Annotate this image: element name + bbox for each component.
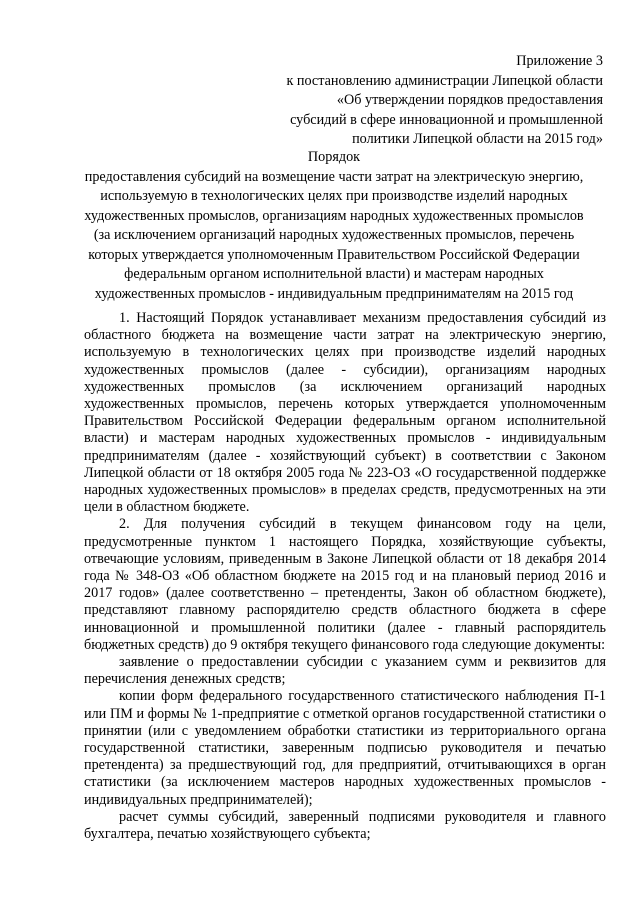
- document-subtitle: предоставления субсидий на возмещение части затрат на электрическую энергию, используемую в технологических целях при производстве изделий народных художественных промыслов, организациям народных художественных промыслов (за исключением организаций народных художественных промыслов, перечень которых утверждается уполномоченным Правительством Российской Федерации федеральным органом исполнительной власти) и мастерам народных художественных промыслов - индивидуальным предпринимателям на 2015 год: [84, 168, 584, 302]
- document-heading: Порядок: [307, 149, 361, 165]
- paragraph: заявление о предоставлении субсидии с указанием сумм и реквизитов для перечисления денежных средств;: [84, 654, 606, 688]
- annex-header: [183, 52, 603, 150]
- annex-line: политики Липецкой области на 2015 год»: [352, 131, 603, 147]
- paragraph: копии форм федерального государственного статистического наблюдения П-1 или ПМ и формы № 1-предприятие с отметкой органов государственной статистики о принятии (или с уведомлением обработки статистики из территориального органа государственной статистики, заверенным подписью руководителя и печатью претендента) за предшествующий год, для предприятий, отчитывающихся в орган статистики (за исключением мастеров народных художественных промыслов - индивидуальных предпринимателей);: [84, 688, 606, 808]
- paragraph: 1. Настоящий Порядок устанавливает механизм предоставления субсидий из областного бюджета на возмещение части затрат на электрическую энергию, используемую в технологических целях при производстве изделий народных художественных промыслов (далее - субсидии), организациям народных художественных промыслов (за исключением организаций народных художественных промыслов, перечень которых утверждается уполномоченным Правительством Российской Федерации федеральным органом исполнительной власти) и мастерам народных художественных промыслов - индивидуальным предпринимателям (далее - хозяйствующий субъект) в соответствии с Законом Липецкой области от 18 октября 2005 года № 223-ОЗ «О государственной поддержке народных художественных промыслов» в пределах средств, предусмотренных на эти цели в областном бюджете.: [84, 310, 606, 516]
- annex-line: субсидий в сфере инновационной и промышленной: [290, 111, 603, 128]
- annex-line: «Об утверждении порядков предоставления: [336, 92, 603, 108]
- paragraph: 2. Для получения субсидий в текущем финансовом году на цели, предусмотренные пунктом 1 настоящего Порядка, хозяйствующие субъекты, отвечающие условиям, приведенным в Законе Липецкой области от 18 декабря 2014 года № 348-ОЗ «Об областном бюджете на 2015 год и на плановый период 2016 и 2017 годов» (далее соответственно – претенденты, Закон об областном бюджете), представляют главному распорядителю средств областного бюджета в сфере инновационной и промышленной политики (далее - главный распорядитель бюджетных средств) до 9 октября текущего финансового года следующие документы:: [84, 516, 606, 653]
- paragraph: расчет суммы субсидий, заверенный подписями руководителя и главного бухгалтера, печатью хозяйствующего субъекта;: [84, 808, 606, 843]
- document-body: [84, 310, 606, 843]
- document-title-block: [84, 148, 584, 304]
- annex-line: к постановлению администрации Липецкой области: [286, 72, 603, 89]
- annex-line: Приложение 3: [516, 53, 603, 69]
